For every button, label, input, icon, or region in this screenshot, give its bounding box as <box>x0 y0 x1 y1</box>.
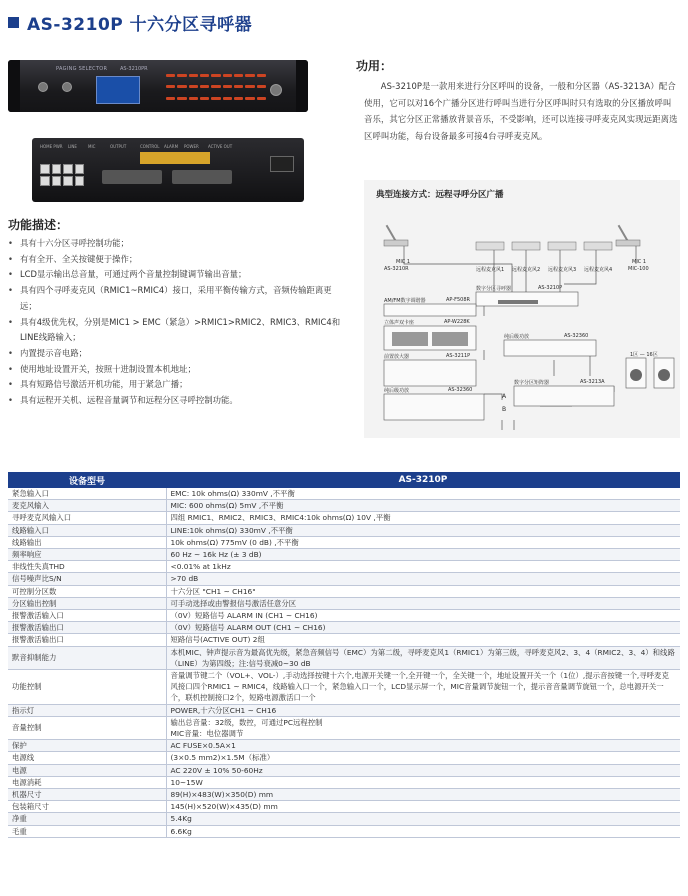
spec-value: 145(H)×520(W)×435(D) mm <box>166 801 680 813</box>
spec-value: AC 220V ± 10% 50-60Hz <box>166 764 680 776</box>
spec-key: 紧急输入口 <box>8 488 166 500</box>
db-connector <box>172 170 232 184</box>
diagram-amp-model: AS-32360 <box>448 387 473 393</box>
diagram-tuner-name: AM/FM数字调谐器 <box>384 298 426 304</box>
spec-value: 可手动选择或由警报信号激活任意分区 <box>166 597 680 609</box>
table-row <box>8 825 680 837</box>
rj45-ports <box>40 164 84 186</box>
table-row <box>8 500 680 512</box>
diagram-mic1r-label: MIC 1 <box>632 259 647 265</box>
diagram-port-a: A <box>502 393 507 400</box>
device-front-label: PAGING SELECTOR <box>56 66 108 72</box>
spec-value: 10~15W <box>166 776 680 788</box>
diagram-cd-model: AP-W228K <box>444 319 470 325</box>
list-item: • 具有四个寻呼麦克风（RMIC1~RMIC4）接口，采用平衡传输方式，音频传输距离更远； <box>8 283 348 314</box>
table-row <box>8 512 680 524</box>
table-row <box>8 646 680 669</box>
spec-key: 包装箱尺寸 <box>8 801 166 813</box>
spec-key: 寻呼麦克风输入口 <box>8 512 166 524</box>
diagram-zoner-model: AS-3213A <box>580 379 605 385</box>
spec-value: MIC: 600 ohms(Ω) 5mV ,不平衡 <box>166 500 680 512</box>
diagram-cd-name: 立体声双卡座 <box>384 320 415 326</box>
table-header-key: 设备型号 <box>8 472 166 488</box>
volume-knob-icon <box>270 84 282 96</box>
rear-label: ALARM <box>164 144 179 149</box>
spec-key: 音量控制 <box>8 716 166 739</box>
list-item: • LCD显示输出总音量，可通过两个音量控制键调节输出音量； <box>8 267 348 283</box>
db-connector <box>102 170 162 184</box>
diagram-rmic2: 远程麦克风2 <box>512 267 541 273</box>
spec-key: 报警激活输出口 <box>8 622 166 634</box>
rear-label: OUTPUT <box>110 144 127 149</box>
diagram-zoner-name: 数字分区矩阵器 <box>514 380 550 386</box>
diagram-port-b: B <box>502 406 507 413</box>
spec-key: 机器尺寸 <box>8 789 166 801</box>
diagram-preamp-model: AS-3211P <box>446 353 471 359</box>
power-socket-icon <box>270 156 294 172</box>
spec-key: 信号噪声比S/N <box>8 573 166 585</box>
spec-value: 60 Hz ~ 16k Hz (± 3 dB) <box>166 549 680 561</box>
spec-key: 报警激活输入口 <box>8 610 166 622</box>
diagram-pager-name: 数字分区寻呼器 <box>476 286 512 292</box>
spec-value: 6.6Kg <box>166 825 680 837</box>
table-row <box>8 549 680 561</box>
diagram-mic100: MIC-100 <box>628 266 649 272</box>
list-item: • 具有十六分区寻呼控制功能； <box>8 236 348 252</box>
table-row <box>8 716 680 739</box>
spec-key: 频率响应 <box>8 549 166 561</box>
list-item: • 内置提示音电路； <box>8 346 348 362</box>
rack-ear <box>296 60 308 112</box>
diagram-rmic4: 远程麦克风4 <box>584 267 613 273</box>
spec-key: 指示灯 <box>8 704 166 716</box>
terminal-block <box>140 152 210 164</box>
mic-knob-icon <box>38 82 48 92</box>
table-row <box>8 561 680 573</box>
table-row <box>8 776 680 788</box>
table-row <box>8 597 680 609</box>
rack-ear <box>8 60 20 112</box>
diagram-svg <box>364 180 680 438</box>
diagram-mic1-model: AS-3210R <box>384 266 409 272</box>
spec-value: LINE:10k ohms(Ω) 330mV ,不平衡 <box>166 524 680 536</box>
device-front-photo <box>8 60 308 112</box>
diagram-amp-name: 纯后级功放 <box>384 388 410 394</box>
table-row <box>8 524 680 536</box>
spec-value: 短路信号(ACTIVE OUT) 2组 <box>166 634 680 646</box>
lcd-screen <box>96 76 140 104</box>
diagram-amp2-name: 纯后级功放 <box>504 334 530 340</box>
spec-value: AC FUSE×0.5A×1 <box>166 740 680 752</box>
diagram-tuner-model: AP-F508R <box>446 297 471 303</box>
title-square-icon <box>8 17 19 28</box>
table-row <box>8 801 680 813</box>
spec-key: 麦克风输入 <box>8 500 166 512</box>
spec-value: 四组 RMIC1、RMIC2、RMIC3、RMIC4:10k ohms(Ω) 10V ,平衡 <box>166 512 680 524</box>
device-rear-photo <box>32 138 304 202</box>
table-row <box>8 740 680 752</box>
diagram-amp2-model: AS-32360 <box>564 333 589 339</box>
spec-value: <0.01% at 1kHz <box>166 561 680 573</box>
spec-key: 电源线 <box>8 752 166 764</box>
spec-value: （0V）短路信号 ALARM IN (CH1 ~ CH16) <box>166 610 680 622</box>
table-row <box>8 610 680 622</box>
diagram-preamp-name: 前置放大器 <box>384 354 410 360</box>
rear-label: CONTROL <box>140 144 160 149</box>
spec-table-body <box>8 488 680 837</box>
spec-key: 净重 <box>8 813 166 825</box>
list-item: • 具有短路信号激活开机功能，用于紧急广播； <box>8 377 348 393</box>
spec-value: （0V）短路信号 ALARM OUT (CH1 ~ CH16) <box>166 622 680 634</box>
spec-value: EMC: 10k ohms(Ω) 330mV ,不平衡 <box>166 488 680 500</box>
spec-key: 线路输出 <box>8 536 166 548</box>
rear-label: POWER <box>184 144 199 149</box>
table-row <box>8 536 680 548</box>
function-title: 功用： <box>356 59 393 73</box>
spec-key: 分区输出控制 <box>8 597 166 609</box>
spec-value: (3×0.5 mm2)×1.5M（标准） <box>166 752 680 764</box>
table-row <box>8 488 680 500</box>
spec-key: 毛重 <box>8 825 166 837</box>
spec-key: 线路输入口 <box>8 524 166 536</box>
spec-value: POWER,十六分区CH1 ~ CH16 <box>166 704 680 716</box>
table-row <box>8 585 680 597</box>
rear-label: MIC <box>88 144 96 149</box>
table-row <box>8 622 680 634</box>
spec-key: 可控制分区数 <box>8 585 166 597</box>
diagram-pager-model: AS-3210P <box>538 285 563 291</box>
rear-label: LINE <box>68 144 77 149</box>
spec-value: 输出总音量：32级，数控，可通过PC远程控制 MIC音量：电位器调节 <box>166 716 680 739</box>
spec-value: 本机MIC、钟声提示音为最高优先级，紧急音频信号（EMC）为第二级，寻呼麦克风1（RMIC1）为第三级，寻呼麦克风2、3、4（RMIC2、3、4）和线路（LINE）为第四级；注:信号衰减0~30 dB <box>166 646 680 669</box>
table-row <box>8 789 680 801</box>
diagram-rmic1: 远程麦克风1 <box>476 267 505 273</box>
spec-key: 默音抑制能力 <box>8 646 166 669</box>
spec-value: 5.4Kg <box>166 813 680 825</box>
table-row <box>8 670 680 705</box>
diagram-zones: 1区 — 16区 <box>630 352 658 358</box>
table-row <box>8 573 680 585</box>
table-row <box>8 634 680 646</box>
table-row <box>8 813 680 825</box>
list-item: • 具有远程开关机、远程音量调节和远程分区寻呼控制功能。 <box>8 393 348 409</box>
spec-key: 非线性失真THD <box>8 561 166 573</box>
spec-value: 10k ohms(Ω) 775mV (0 dB) ,不平衡 <box>166 536 680 548</box>
page-title: AS-3210P 十六分区寻呼器 <box>27 14 253 35</box>
function-text: AS-3210P是一款用来进行分区呼叫的设备，一般和分区器（AS-3213A）配合使用，它可以对16个广播分区进行呼叫当进行分区呼叫时只有选取的分区播放呼叫音乐，其它分区正常播放背景音乐，不受影响，还可以连接寻呼麦克风实现远距离选区呼叫功能，每台设备最多可接4台寻呼麦克风。 <box>364 81 678 141</box>
table-header-value: AS-3210P <box>166 472 680 488</box>
table-row <box>8 704 680 716</box>
spec-key: 报警激活输出口 <box>8 634 166 646</box>
spec-value: >70 dB <box>166 573 680 585</box>
table-row <box>8 752 680 764</box>
page-header <box>8 8 252 36</box>
rear-label: ACTIVE OUT <box>208 144 233 149</box>
diagram-title: 典型连接方式：远程寻呼分区广播 <box>376 190 504 200</box>
features-list <box>8 236 348 409</box>
spec-table <box>8 472 680 838</box>
spec-key: 电源消耗 <box>8 776 166 788</box>
table-row <box>8 764 680 776</box>
list-item: • 具有4级优先权，分别是MIC1 > EMC（紧急）>RMIC1>RMIC2、RMIC3、RMIC4和LINE线路输入； <box>8 315 348 346</box>
device-front-model: AS-3210PR <box>120 66 148 72</box>
spec-value: 十六分区 "CH1 ~ CH16" <box>166 585 680 597</box>
chime-knob-icon <box>62 82 72 92</box>
list-item: • 有有全开、全关按键便于操作； <box>8 252 348 268</box>
list-item: • 使用地址设置开关，按照十进制设置本机地址； <box>8 362 348 378</box>
spec-value: 音量调节键二个（VOL+、VOL-）,手动选择按键十六个,电源开关键一个,全开键一个，全关键一个，地址设置开关一个（1位）,提示音按键一个,寻呼麦克风接口四个RMIC1 ~ RMIC4，线路输入口一个，紧急输入口一个，LCD显示屏一个，MIC音量调节旋钮一个，提示音音量调节旋钮一个，总电源开关一个，联机控制接口2个，短路电源激活口一个 <box>166 670 680 705</box>
channel-buttons <box>166 74 266 106</box>
diagram-mic1-label: MIC 1 <box>396 259 411 265</box>
spec-value: 89(H)×483(W)×350(D) mm <box>166 789 680 801</box>
connection-diagram <box>364 180 680 438</box>
spec-key: 电源 <box>8 764 166 776</box>
rear-label: HOME PWR <box>40 144 63 149</box>
table-header-row <box>8 472 680 488</box>
diagram-rmic3: 远程麦克风3 <box>548 267 577 273</box>
spec-key: 保护 <box>8 740 166 752</box>
features-title: 功能描述： <box>8 218 69 232</box>
spec-key: 功能控制 <box>8 670 166 705</box>
